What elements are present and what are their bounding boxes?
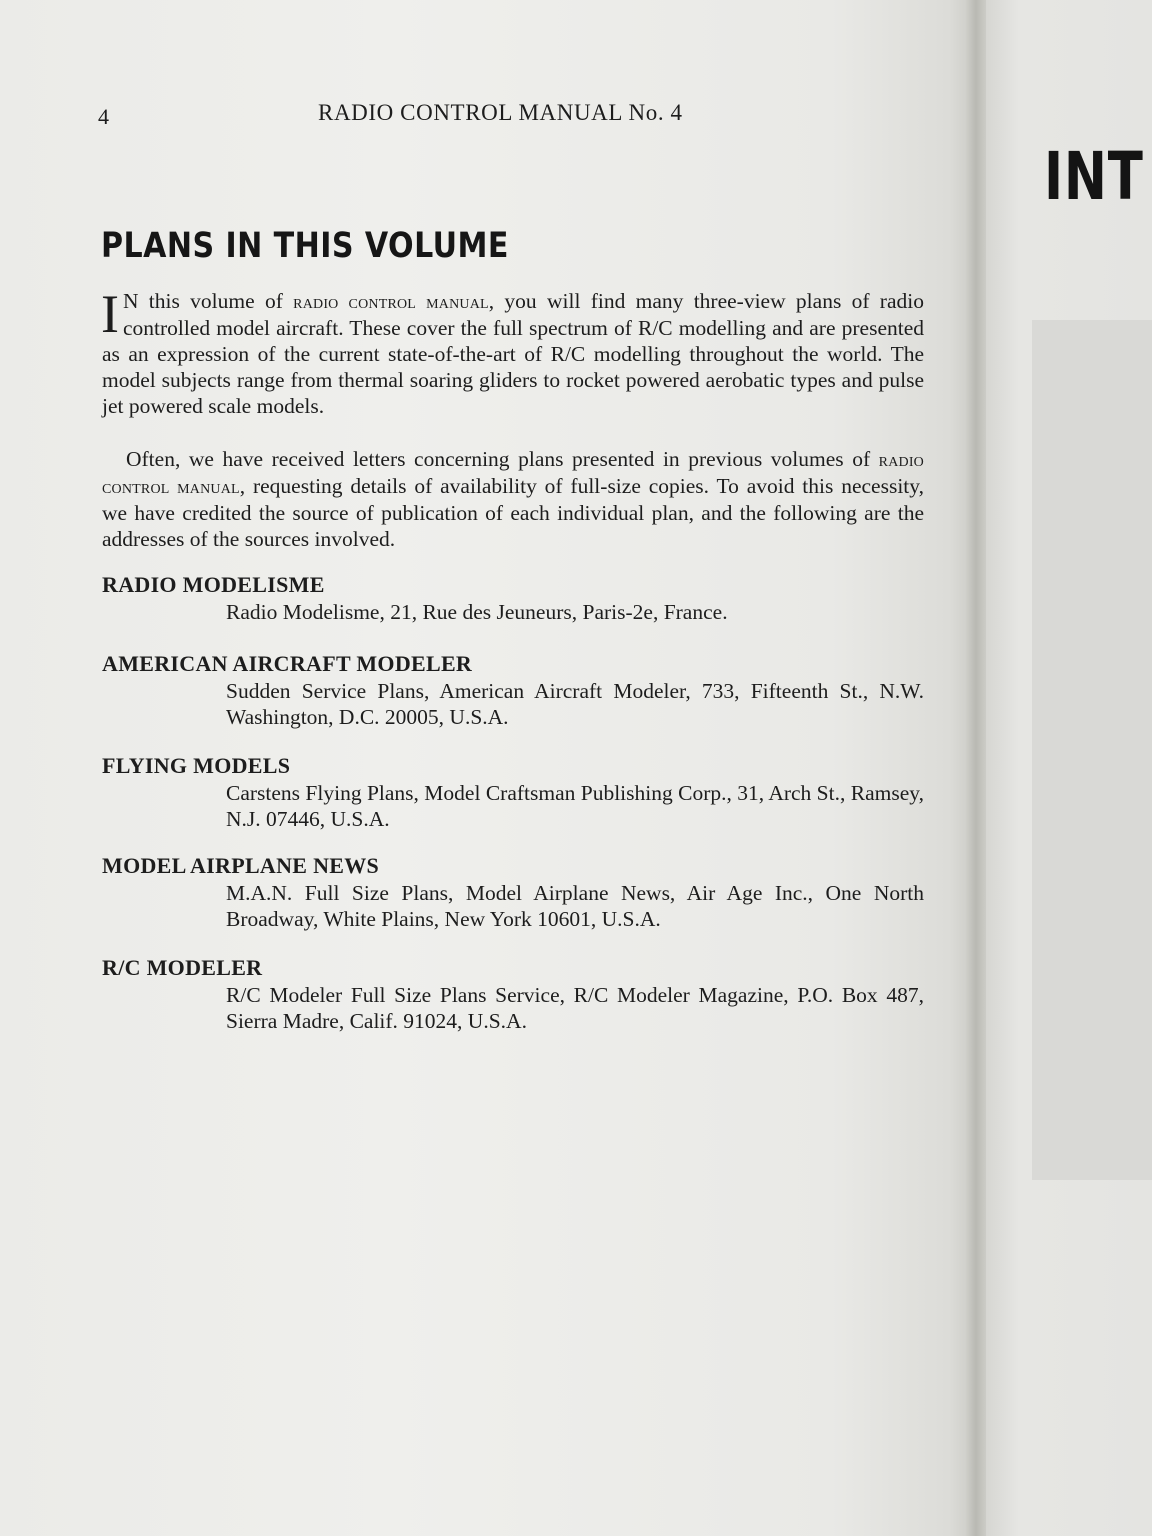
source-entry bbox=[102, 852, 924, 932]
source-address: Radio Modelisme, 21, Rue des Jeuneurs, Paris-2e, France. bbox=[226, 600, 728, 624]
source-name: AMERICAN AIRCRAFT MODELER bbox=[102, 651, 473, 676]
source-address: Carstens Flying Plans, Model Craftsman Publishing Corp., 31, Arch St., Ramsey, N.J. 07446, U.S.A. bbox=[226, 781, 924, 831]
publication-name-smallcaps: radio control manual bbox=[102, 449, 924, 498]
source-name: MODEL AIRPLANE NEWS bbox=[102, 853, 380, 878]
intro-p1-text-a: N this volume of bbox=[122, 289, 294, 313]
intro-paragraph-1 bbox=[101, 284, 924, 419]
intro-paragraph-2 bbox=[102, 446, 924, 552]
source-entry bbox=[102, 650, 924, 730]
source-entry bbox=[102, 571, 924, 625]
intro-p2-text-a: Often, we have received letters concerning plans presented in previous volumes of bbox=[126, 447, 879, 471]
facing-page-heading: INT bbox=[1044, 138, 1144, 215]
source-address: M.A.N. Full Size Plans, Model Airplane News, Air Age Inc., One North Broadway, White Plains, New York 10601, U.S.A. bbox=[226, 881, 924, 931]
intro-p1-text-b: , you will find many three-view plans of radio controlled model aircraft. These cover the full spectrum of R/C modelling and are presented as an expression of the current state-of-the-art of R/C modelling throughout the world. The model subjects range from thermal soaring gliders to rocket powered aerobatic types and pulse jet powered scale models. bbox=[102, 289, 924, 418]
source-name: FLYING MODELS bbox=[102, 753, 291, 778]
page-number: 4 bbox=[98, 104, 109, 129]
running-head: RADIO CONTROL MANUAL No. 4 bbox=[318, 100, 683, 125]
source-address: Sudden Service Plans, American Aircraft Modeler, 733, Fifteenth St., N.W. Washington, D.C. 20005, U.S.A. bbox=[226, 679, 924, 729]
source-entry bbox=[102, 752, 924, 832]
publication-name-smallcaps: radio control manual bbox=[293, 291, 489, 313]
facing-page-photo bbox=[1032, 320, 1152, 1180]
section-title: PLANS IN THIS VOLUME bbox=[101, 226, 509, 266]
intro-p2-text-b: , requesting details of availability of full-size copies. To avoid this necessity, we have credited the source of publication of each individual plan, and the following are the addresses of the sources involved. bbox=[102, 474, 924, 551]
source-address: R/C Modeler Full Size Plans Service, R/C Modeler Magazine, P.O. Box 487, Sierra Madre, Calif. 91024, U.S.A. bbox=[226, 983, 924, 1033]
drop-cap: I bbox=[101, 284, 119, 344]
source-name: R/C MODELER bbox=[102, 955, 263, 980]
book-gutter bbox=[966, 0, 988, 1536]
source-entry bbox=[102, 954, 924, 1034]
source-name: RADIO MODELISME bbox=[102, 572, 325, 597]
